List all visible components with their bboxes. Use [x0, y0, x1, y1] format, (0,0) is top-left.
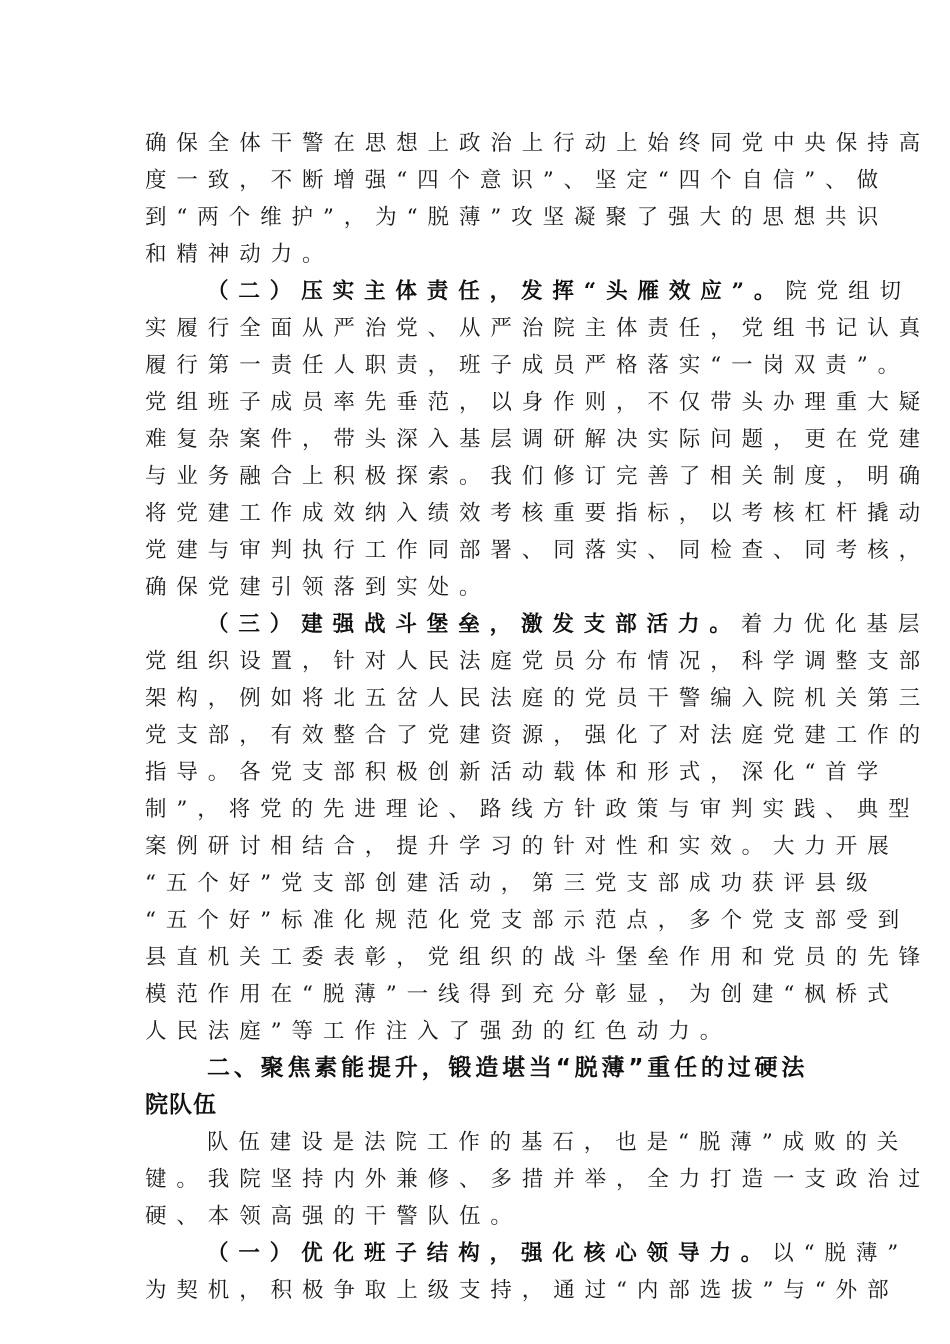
text-run: 以“脱薄” — [772, 1241, 909, 1266]
text-line: 将党建工作成效纳入绩效考核重要指标，以考核杠杆撬动 — [145, 501, 931, 526]
text-line: 制”，将党的先进理论、路线方针政策与审判实践、典型 — [145, 797, 920, 822]
section-heading — [145, 1050, 807, 1124]
subsection-title: （一）优化班子结构，强化核心领导力。 — [207, 1241, 773, 1266]
text-line: 党建与审判执行工作同部署、同落实、同检查、同考核， — [145, 538, 931, 563]
subsection-paragraph-3 — [145, 606, 931, 1050]
text-line — [145, 1235, 909, 1272]
text-run: 院党组切 — [785, 279, 911, 304]
text-line: 为契机，积极争取上级支持，通过“内部选拔”与“外部 — [145, 1278, 899, 1303]
text-line: 县直机关工委表彰，党组织的战斗堡垒作用和党员的先锋 — [145, 945, 931, 970]
text-line: 队伍建设是法院工作的基石，也是“脱薄”成败的关 — [207, 1130, 909, 1155]
text-line: 履行第一责任人职责，班子成员严格落实“一岗双责”。 — [145, 353, 909, 378]
text-run: 着力优化基层 — [740, 612, 930, 637]
text-line: 架构，例如将北五岔人民法庭的党员干警编入院机关第三 — [145, 686, 931, 711]
text-line: “五个好”党支部创建活动，第三党支部成功获评县级 — [145, 871, 878, 896]
text-line: 模范作用在“脱薄”一线得到充分彰显，为创建“枫桥式 — [145, 982, 899, 1007]
body-paragraph — [145, 1124, 931, 1235]
subsection-paragraph-2 — [145, 273, 931, 606]
text-line: 难复杂案件，带头深入基层调研解决实际问题，更在党建 — [145, 427, 931, 452]
text-line: 人民法庭”等工作注入了强劲的红色动力。 — [145, 1019, 732, 1044]
text-line: 度一致，不断增强“四个意识”、坚定“四个自信”、做 — [145, 168, 888, 193]
subsection-paragraph-1 — [145, 1235, 909, 1309]
text-line: 键。我院坚持内外兼修、多措并举，全力打造一支政治过 — [145, 1167, 931, 1192]
text-line: 硬、本领高强的干警队伍。 — [145, 1204, 522, 1229]
text-line: 党组织设置，针对人民法庭党员分布情况，科学调整支部 — [145, 649, 931, 674]
text-line: 和精神动力。 — [145, 242, 334, 267]
text-line — [145, 606, 930, 643]
text-line: “五个好”标准化规范化党支部示范点，多个党支部受到 — [145, 908, 909, 933]
text-line: 案例研讨相结合，提升学习的针对性和实效。大力开展 — [145, 834, 899, 859]
text-line: 党组班子成员率先垂范，以身作则，不仅带头办理重大疑 — [145, 390, 931, 415]
text-line: 与业务融合上积极探索。我们修订完善了相关制度，明确 — [145, 464, 931, 489]
text-line: 到“两个维护”，为“脱薄”攻坚凝聚了强大的思想共识 — [145, 205, 888, 230]
subsection-title: （三）建强战斗堡垒，激发支部活力。 — [207, 612, 741, 637]
heading-line: 二、聚焦素能提升，锻造堪当“脱薄”重任的过硬法 — [207, 1055, 807, 1081]
text-line: 确保党建引领落到实处。 — [145, 575, 491, 600]
text-line: 实履行全面从严治党、从严治院主体责任，党组书记认真 — [145, 316, 931, 341]
text-line: 确保全体干警在思想上政治上行动上始终同党中央保持高 — [145, 131, 931, 156]
text-line: 指导。各党支部积极创新活动载体和形式，深化“首学 — [145, 760, 889, 785]
subsection-title: （二）压实主体责任，发挥“头雁效应”。 — [207, 279, 786, 304]
text-line: 党支部，有效整合了党建资源，强化了对法庭党建工作的 — [145, 723, 931, 748]
heading-line: 院队伍 — [145, 1092, 217, 1118]
document-body — [145, 125, 931, 1309]
text-line — [145, 273, 911, 310]
paragraph-continuation — [145, 125, 931, 273]
